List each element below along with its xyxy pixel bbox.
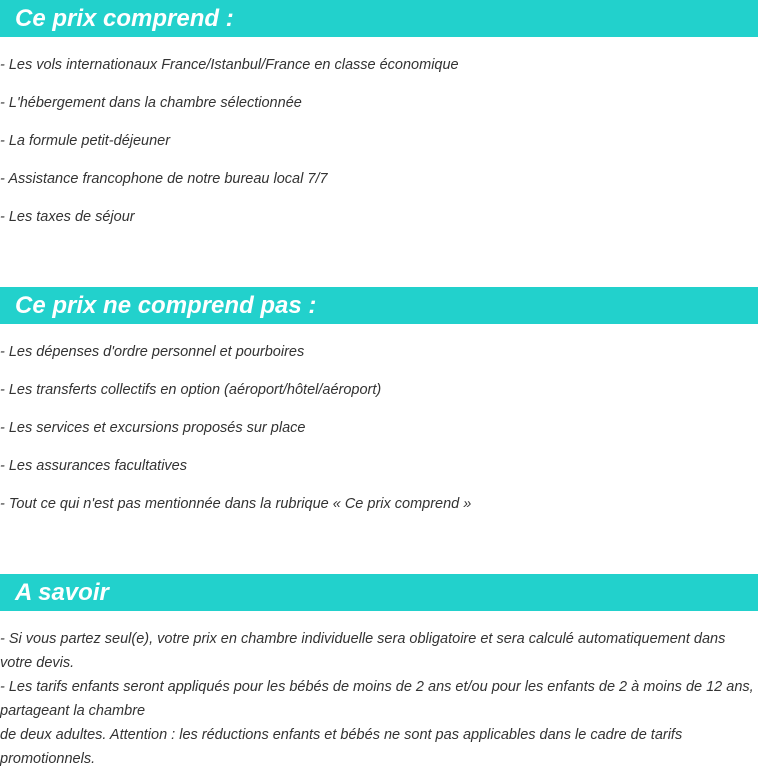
- list-item: - Assistance francophone de notre bureau local 7/7: [0, 171, 328, 187]
- list-item: - Les taxes de séjour: [0, 209, 135, 225]
- section-price-excludes: [0, 287, 758, 514]
- list-item: - Les vols internationaux France/Istanbul/France en classe économique: [0, 57, 459, 73]
- section-price-includes: [0, 0, 758, 227]
- list-item: - Tout ce qui n'est pas mentionnée dans la rubrique « Ce prix comprend »: [0, 496, 472, 512]
- info-line: de deux adultes. Attention : les réductions enfants et bébés ne sont pas applicables dans le cadre de tarifs promotionnels.: [0, 727, 683, 767]
- section-heading-price-excludes: Ce prix ne comprend pas :: [0, 287, 758, 324]
- good-to-know-text: [0, 611, 758, 771]
- price-excludes-list: [0, 342, 758, 514]
- section-heading-price-includes: Ce prix comprend :: [0, 0, 758, 37]
- section-good-to-know: [0, 574, 758, 771]
- list-item: - Les dépenses d'ordre personnel et pourboires: [0, 344, 305, 360]
- price-includes-list: [0, 55, 758, 227]
- list-item: - La formule petit-déjeuner: [0, 133, 171, 149]
- info-line: - Les tarifs enfants seront appliqués pour les bébés de moins de 2 ans et/ou pour les enfants de 2 à moins de 12 ans, partageant la chambre: [0, 679, 754, 719]
- list-item: - Les assurances facultatives: [0, 458, 187, 474]
- list-item: - Les services et excursions proposés sur place: [0, 420, 306, 436]
- list-item: - Les transferts collectifs en option (aéroport/hôtel/aéroport): [0, 382, 382, 398]
- list-item: - L'hébergement dans la chambre sélectionnée: [0, 95, 302, 111]
- section-heading-good-to-know: A savoir: [0, 574, 758, 611]
- info-line: - Si vous partez seul(e), votre prix en chambre individuelle sera obligatoire et sera calculé automatiquement dans votre devis.: [0, 631, 726, 671]
